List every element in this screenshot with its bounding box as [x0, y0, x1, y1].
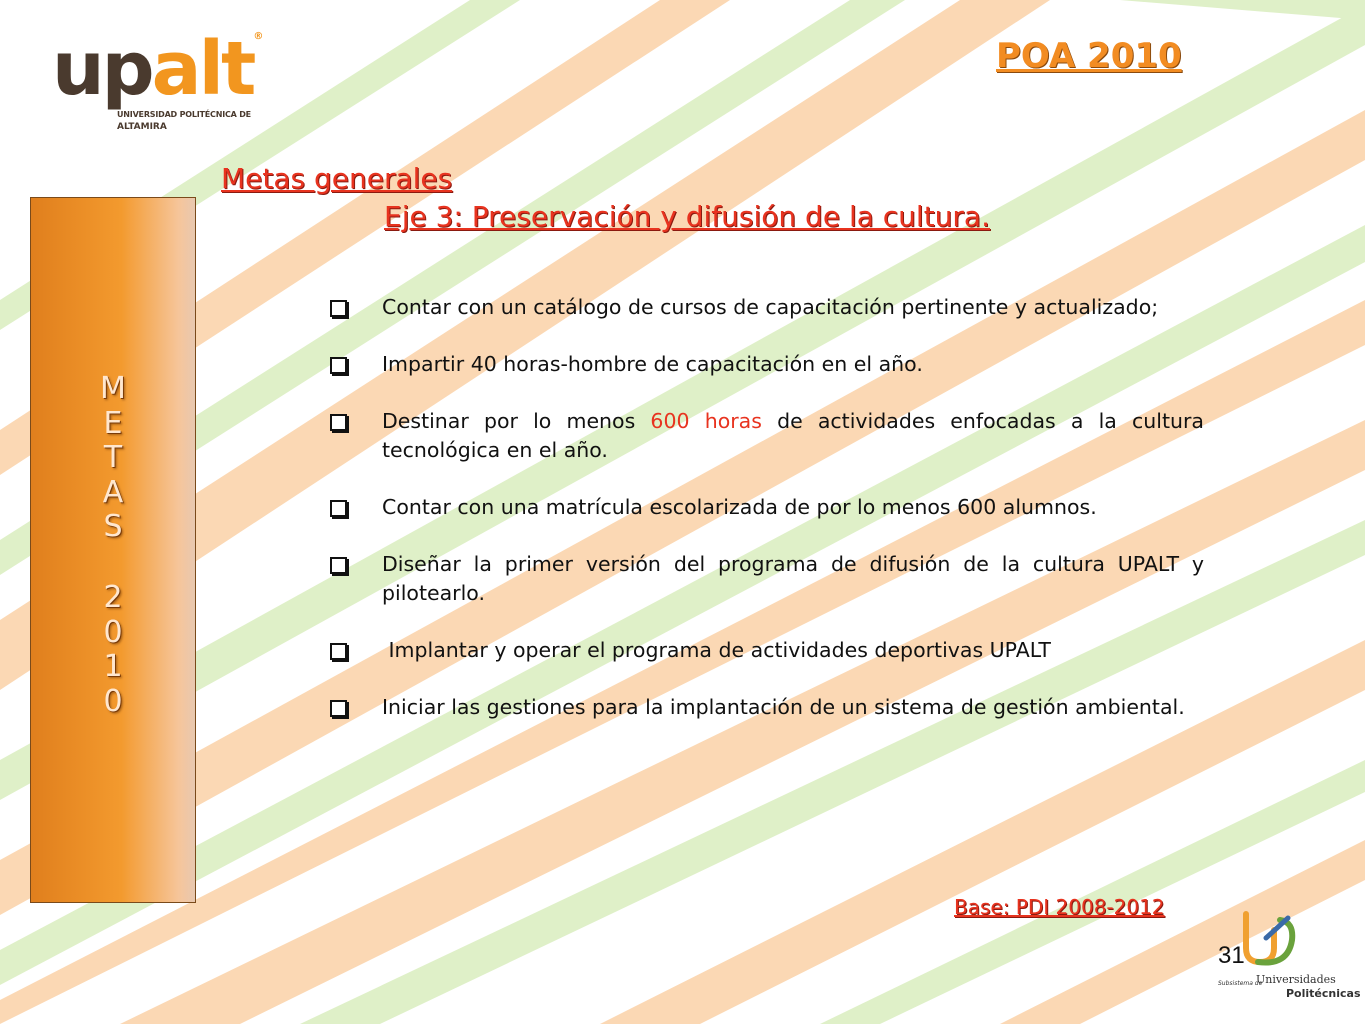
page-number: 31	[1218, 942, 1245, 969]
goal-text: Contar con una matrícula escolarizada de por lo menos 600 alumnos.	[382, 495, 1097, 519]
side-letter: T	[103, 440, 123, 476]
goal-item	[330, 350, 1204, 379]
side-panel-letters	[31, 372, 195, 719]
logo-subtitle-university: UNIVERSIDAD POLITÉCNICA DE	[117, 110, 251, 119]
checkbox-bullet-icon	[330, 414, 347, 431]
checkbox-bullet-icon	[330, 300, 347, 317]
logo-word-up: up	[52, 26, 152, 112]
base-reference: Base: PDI 2008-2012	[954, 895, 1165, 919]
footer-logo-line2: Politécnicas	[1286, 987, 1361, 1000]
checkbox-bullet-icon	[330, 700, 347, 717]
goal-list	[330, 293, 1204, 722]
footer-logo-line1: Universidades	[1256, 973, 1336, 986]
side-digit: 0	[103, 614, 123, 650]
goal-text: Iniciar las gestiones para la implantación de un sistema de gestión ambiental.	[382, 695, 1185, 719]
checkbox-bullet-icon	[330, 500, 347, 517]
upalt-logo	[52, 26, 261, 138]
side-letter: S	[103, 509, 123, 545]
side-letter: A	[102, 474, 124, 510]
goal-text-end: de actividades enfocadas a la cultura tecnológica en el año.	[382, 409, 1204, 462]
goal-item	[330, 693, 1204, 722]
section-heading: Metas generales	[221, 162, 453, 195]
side-letter: E	[103, 405, 123, 441]
goal-item	[330, 293, 1204, 322]
side-digit: 2	[103, 579, 123, 615]
footer-logo-subsystem: Subsistema de	[1218, 980, 1263, 987]
metas-side-panel	[30, 197, 196, 903]
goal-item	[330, 550, 1204, 608]
logo-subtitle-altamira: ALTAMIRA	[117, 122, 167, 132]
checkbox-bullet-icon	[330, 643, 347, 660]
goal-text: Contar con un catálogo de cursos de capacitación pertinente y actualizado;	[382, 295, 1159, 319]
goal-text: Diseñar la primer versión del programa de difusión de la cultura UPALT y pilotearlo.	[382, 552, 1204, 605]
side-digit: 0	[103, 683, 123, 719]
goal-item	[330, 493, 1204, 522]
goal-text: Implantar y operar el programa de actividades deportivas UPALT	[382, 638, 1051, 662]
logo-registered-mark: ®	[253, 31, 261, 42]
logo-word-alt: alt	[151, 26, 254, 112]
goal-item	[330, 407, 1204, 465]
section-subheading: Eje 3: Preservación y difusión de la cultura.	[384, 200, 990, 233]
page-title: POA 2010	[996, 36, 1182, 76]
goal-item	[330, 636, 1204, 665]
goal-highlight: 600 horas	[650, 409, 762, 433]
checkbox-bullet-icon	[330, 557, 347, 574]
side-letter-gap	[31, 545, 195, 581]
checkbox-bullet-icon	[330, 357, 347, 374]
goal-text-start: Destinar por lo menos	[382, 409, 651, 433]
side-letter: M	[100, 371, 126, 406]
goal-text: Impartir 40 horas-hombre de capacitación en el año.	[382, 352, 923, 376]
side-digit: 1	[103, 649, 123, 685]
